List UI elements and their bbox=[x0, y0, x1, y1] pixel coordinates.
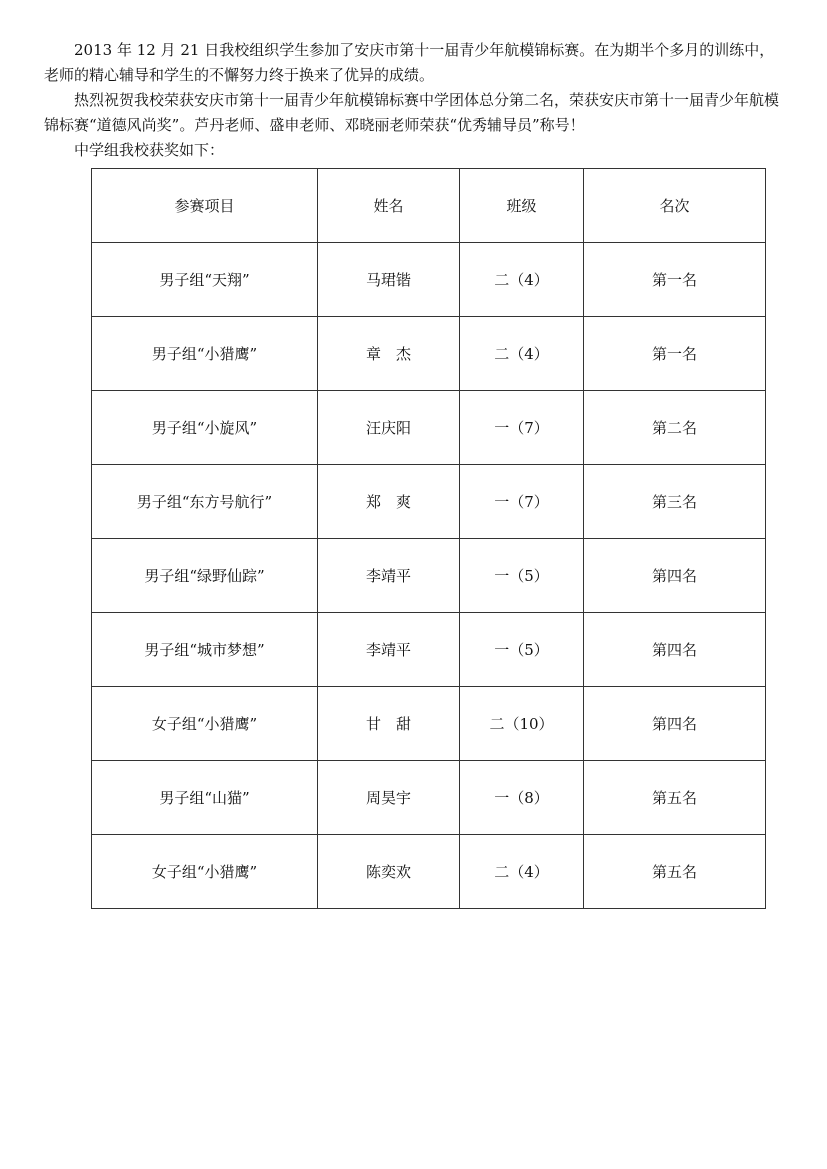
table-row bbox=[92, 835, 766, 909]
cell-event: 男子组“小猎鹰” bbox=[92, 317, 318, 391]
cell-rank: 第四名 bbox=[584, 613, 766, 687]
header-class: 班级 bbox=[460, 169, 584, 243]
cell-event: 男子组“绿野仙踪” bbox=[92, 539, 318, 613]
cell-rank: 第五名 bbox=[584, 835, 766, 909]
intro-paragraph: 热烈祝贺我校荣获安庆市第十一届青少年航模锦标赛中学团体总分第二名，荣获安庆市第十一届青少年航模锦标赛“道德风尚奖”。芦丹老师、盛申老师、邓晓丽老师荣获“优秀辅导员”称号！ bbox=[44, 91, 780, 134]
cell-class: 一（8） bbox=[460, 761, 584, 835]
cell-rank: 第四名 bbox=[584, 539, 766, 613]
cell-class: 二（4） bbox=[460, 317, 584, 391]
cell-event: 男子组“东方号航行” bbox=[92, 465, 318, 539]
header-rank: 名次 bbox=[584, 169, 766, 243]
table-row bbox=[92, 539, 766, 613]
cell-name: 李靖平 bbox=[318, 539, 460, 613]
cell-event: 男子组“城市梦想” bbox=[92, 613, 318, 687]
cell-rank: 第五名 bbox=[584, 761, 766, 835]
cell-name: 汪庆阳 bbox=[318, 391, 460, 465]
table-row bbox=[92, 761, 766, 835]
cell-class: 一（5） bbox=[460, 613, 584, 687]
table-row bbox=[92, 687, 766, 761]
cell-name: 郑 爽 bbox=[318, 465, 460, 539]
intro-paragraph: 中学组我校获奖如下： bbox=[74, 141, 225, 159]
cell-rank: 第二名 bbox=[584, 391, 766, 465]
cell-name: 周昊宇 bbox=[318, 761, 460, 835]
table-row bbox=[92, 391, 766, 465]
cell-class: 二（4） bbox=[460, 835, 584, 909]
cell-name: 陈奕欢 bbox=[318, 835, 460, 909]
cell-event: 男子组“小旋风” bbox=[92, 391, 318, 465]
intro-paragraph: 2013 年 12 月 21 日我校组织学生参加了安庆市第十一届青少年航模锦标赛。在为期半个多月的训练中，老师的精心辅导和学生的不懈努力终于换来了优异的成绩。 bbox=[44, 41, 775, 84]
table-row bbox=[92, 317, 766, 391]
cell-rank: 第一名 bbox=[584, 317, 766, 391]
header-event: 参赛项目 bbox=[92, 169, 318, 243]
cell-event: 男子组“天翔” bbox=[92, 243, 318, 317]
cell-event: 男子组“山猫” bbox=[92, 761, 318, 835]
table-row bbox=[92, 243, 766, 317]
cell-event: 女子组“小猎鹰” bbox=[92, 687, 318, 761]
cell-name: 甘 甜 bbox=[318, 687, 460, 761]
cell-class: 二（10） bbox=[460, 687, 584, 761]
cell-rank: 第一名 bbox=[584, 243, 766, 317]
table-header-row bbox=[92, 169, 766, 243]
cell-name: 章 杰 bbox=[318, 317, 460, 391]
awards-table bbox=[91, 168, 766, 909]
cell-class: 二（4） bbox=[460, 243, 584, 317]
table-row bbox=[92, 613, 766, 687]
cell-class: 一（7） bbox=[460, 391, 584, 465]
cell-rank: 第三名 bbox=[584, 465, 766, 539]
header-name: 姓名 bbox=[318, 169, 460, 243]
cell-class: 一（5） bbox=[460, 539, 584, 613]
cell-name: 马珺锴 bbox=[318, 243, 460, 317]
cell-class: 一（7） bbox=[460, 465, 584, 539]
cell-event: 女子组“小猎鹰” bbox=[92, 835, 318, 909]
table-row bbox=[92, 465, 766, 539]
cell-rank: 第四名 bbox=[584, 687, 766, 761]
cell-name: 李靖平 bbox=[318, 613, 460, 687]
intro-text bbox=[44, 38, 788, 163]
